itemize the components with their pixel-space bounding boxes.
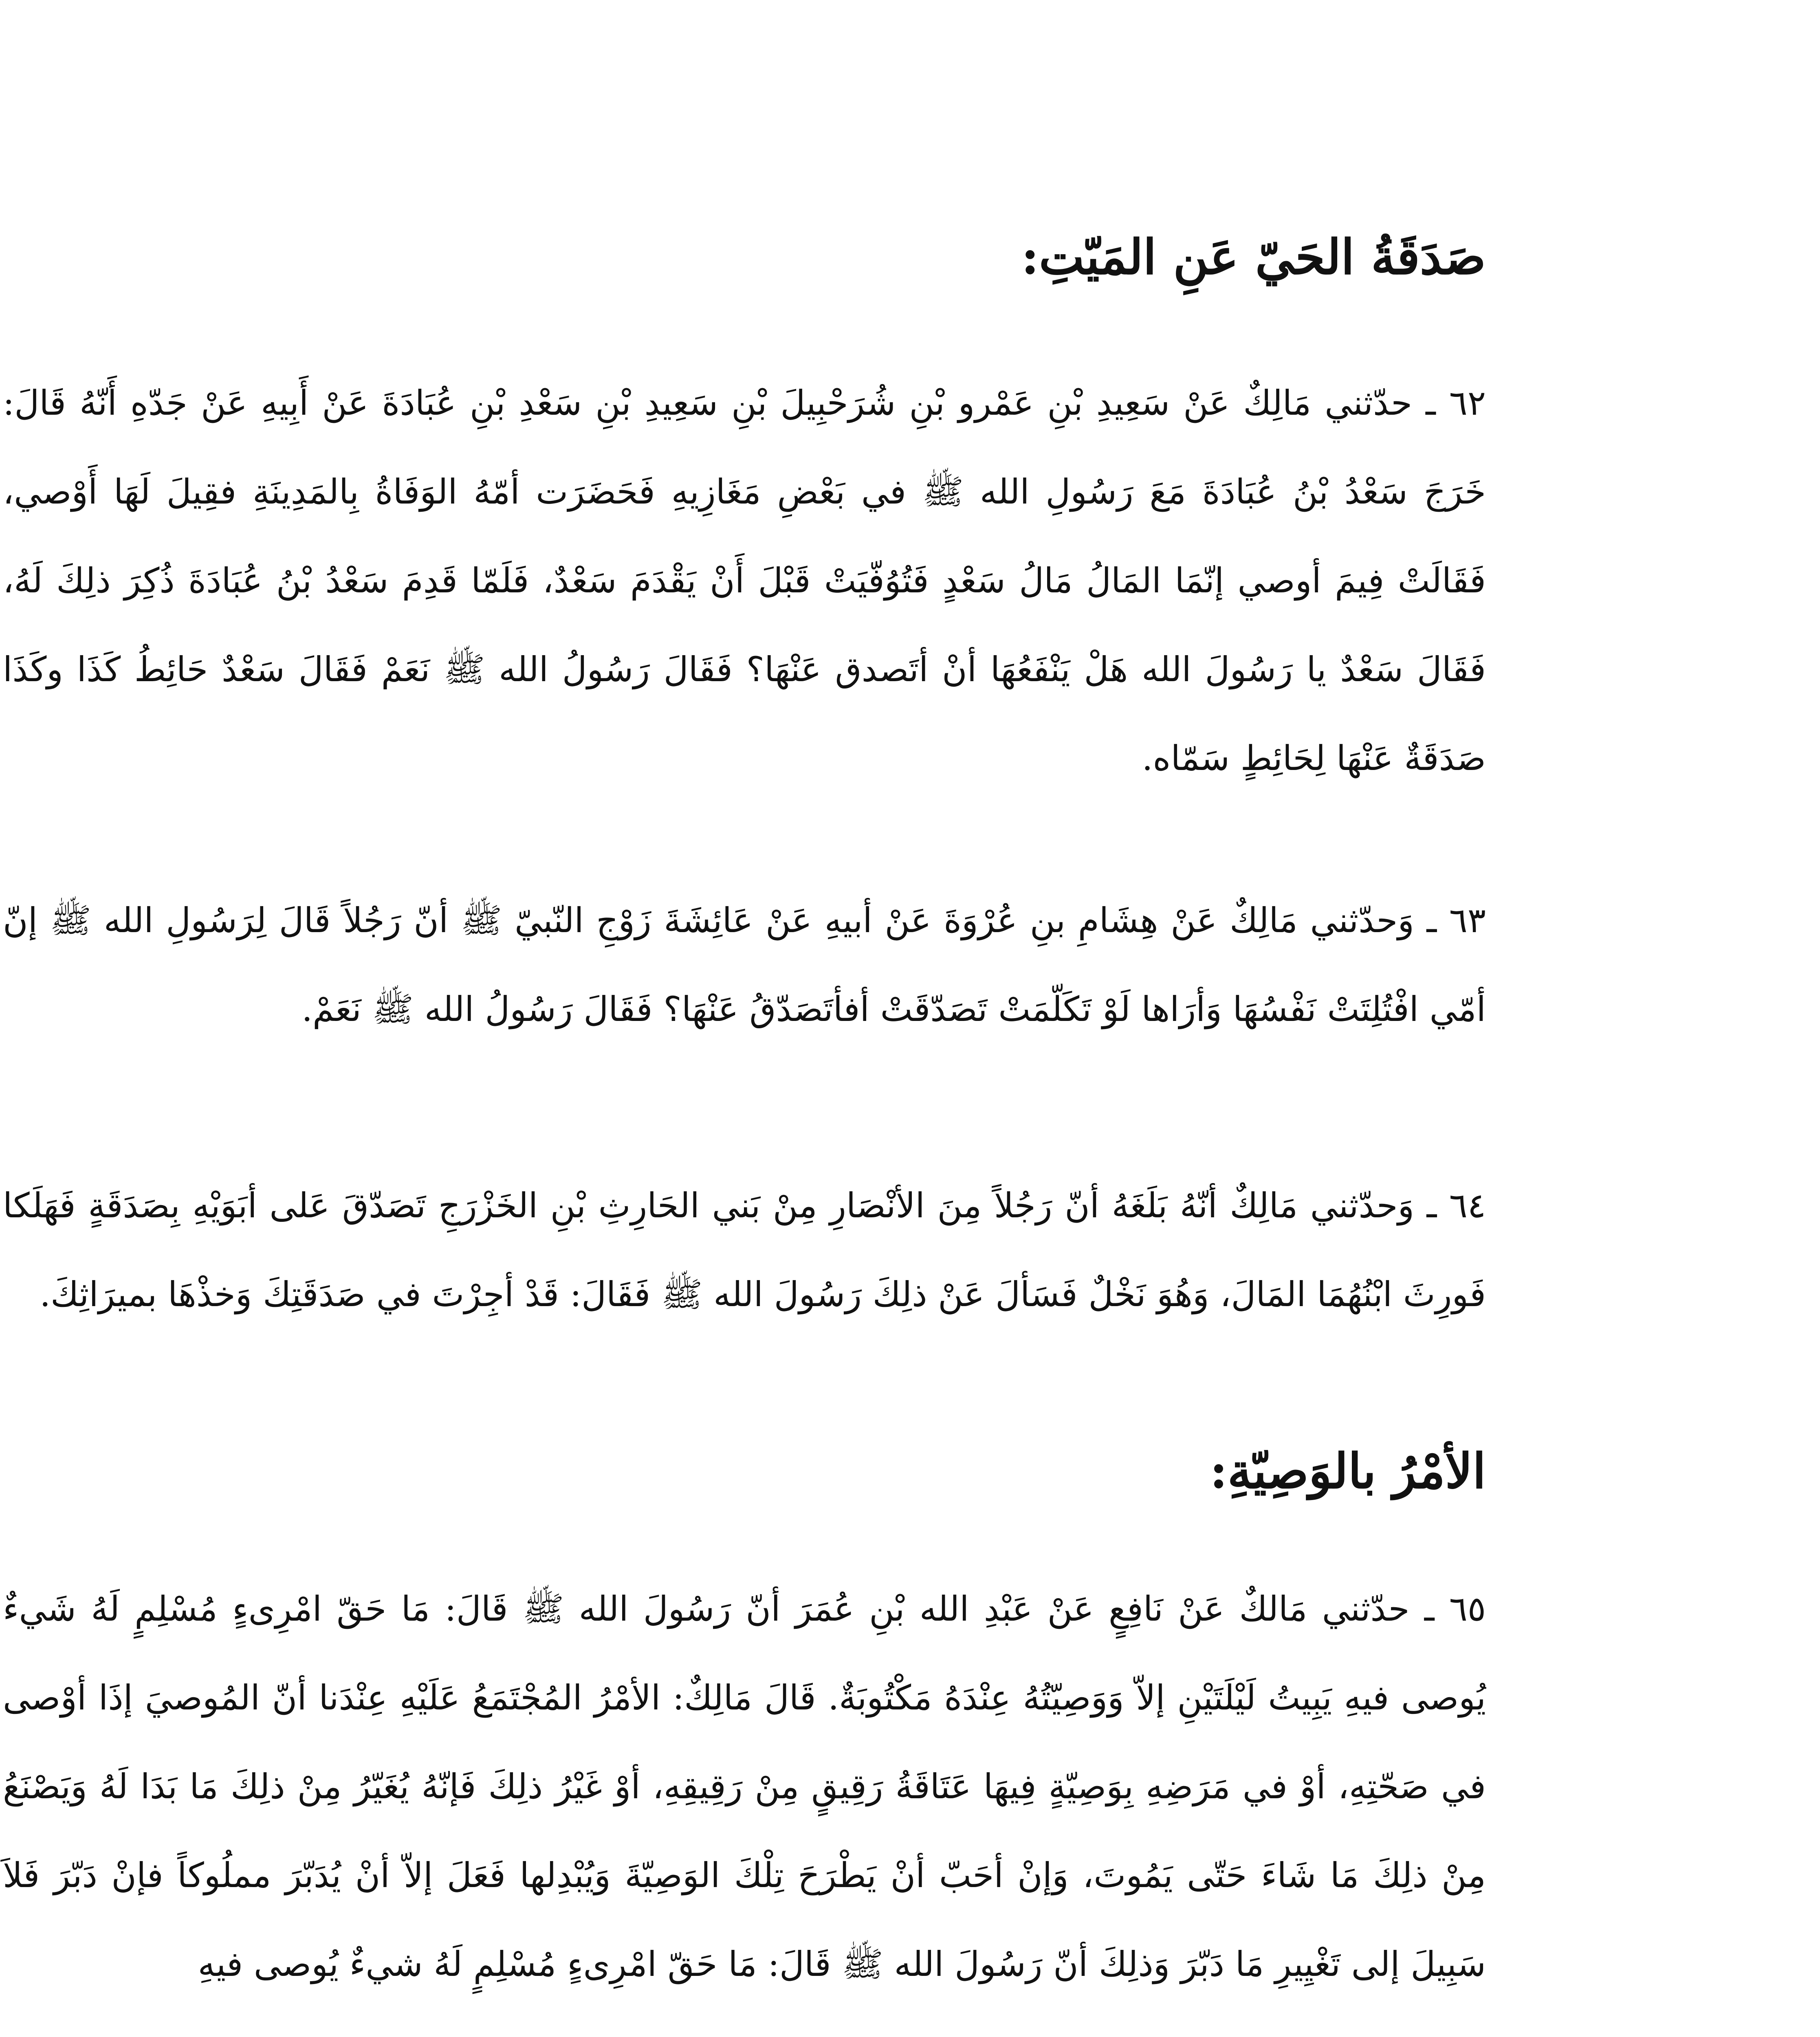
hadith-paragraph: ٦٢ ـ حدّثني مَالِكٌ عَنْ سَعِيدِ بْنِ عَمْرو بْنِ شُرَحْبِيلَ بْنِ سَعِيدِ بْنِ سَعْدِ بْنِ عُبَادَةَ عَنْ أَبِيهِ عَنْ جَدّهِ أَنّهُ قَالَ: خَرَجَ سَعْدُ بْنُ عُبَادَةَ مَعَ رَسُولِ الله ﷺ في بَعْضِ مَغَازِيهِ فَحَضَرَت أمّهُ الوَفَاةُ بِالمَدِينَةِ فقِيلَ لَهَا أَوْصي، فَقَالَتْ فِيمَ أوصي إنّمَا المَالُ مَالُ سَعْدٍ فَتُوُفّيَتْ قَبْلَ أَنْ يَقْدَمَ سَعْدٌ، فَلَمّا قَدِمَ سَعْدُ بْنُ عُبَادَةَ ذُكِرَ ذلِكَ لَهُ، فَقَالَ سَعْدٌ يا رَسُولَ الله هَلْ يَنْفَعُهَا أنْ أتَصدق عَنْهَا؟ فَقَالَ رَسُولُ الله ﷺ نَعَمْ فَقَالَ سَعْدٌ حَائِطُ كَذَا وكَذَا صَدَقَةٌ عَنْهَا لِحَائِطٍ سَمّاه. (3, 383, 1486, 778)
hadith-paragraph: ٦٣ ـ وَحدّثني مَالِكٌ عَنْ هِشَامِ بنِ عُرْوَةَ عَنْ أبيهِ عَنْ عَائِشَةَ زَوْجِ النّبيّ ﷺ أنّ رَجُلاً قَالَ لِرَسُولِ الله ﷺ إنّ أمّي افْتُلِتَتْ نَفْسُهَا وَأرَاها لَوْ تَكَلّمَتْ تَصَدّقَتْ أفأتَصَدّقُ عَنْهَا؟ فَقَالَ رَسُولُ الله ﷺ نَعَمْ. (3, 900, 1486, 1029)
section-heading: الأمْرُ بالوَصِيّةِ: (1210, 1443, 1486, 1499)
hadith-paragraph: ٦٥ ـ حدّثني مَالكٌ عَنْ نَافِعٍ عَنْ عَبْدِ الله بْنِ عُمَرَ أنّ رَسُولَ الله ﷺ قَالَ: مَا حَقّ امْرِىءٍ مُسْلِمٍ لَهُ شَيءٌ يُوصى فيهِ يَبِيتُ لَيْلَتَيْنِ إلاّ وَوَصِيّتُهُ عِنْدَهُ مَكْتُوبَةٌ. قَالَ مَالِكٌ: الأمْرُ المُجْتَمَعُ عَلَيْهِ عِنْدَنا أنّ المُوصيَ إذَا أوْصى في صَحّتِهِ، أوْ في مَرَضِهِ بِوَصِيّةٍ فِيهَا عَتَاقَةُ رَقِيقٍ مِنْ رَقِيقِهِ، أوْ غَيْرُ ذلِكَ فَإنّهُ يُغَيّرُ مِنْ ذلِكَ مَا بَدَا لَهُ وَيَصْنَعُ مِنْ ذلِكَ مَا شَاءَ حَتّى يَمُوتَ، وَإنْ أحَبّ أنْ يَطْرَحَ تِلْكَ الوَصِيّةَ وَيُبْدِلها فَعَلَ إلاّ أنْ يُدَبّرَ مملُوكاً فإنْ دَبّرَ فَلاَ سَبِيلَ إلى تَغْيِيرِ مَا دَبّرَ وَذلِكَ أنّ رَسُولَ الله ﷺ قَالَ: مَا حَقّ امْرِىءٍ مُسْلِمٍ لَهُ شيءٌ يُوصى فيهِ (3, 1589, 1486, 1984)
section-heading: صَدَقَةُ الحَيّ عَنِ المَيّتِ: (1021, 229, 1486, 285)
hadith-paragraph: ٦٤ ـ وَحدّثني مَالِكٌ أنّهُ بَلَغَهُ أنّ رَجُلاً مِنَ الأنْصَارِ مِنْ بَني الحَارِثِ بْنِ الخَزْرَجِ تَصَدّقَ عَلى أبَوَيْهِ بِصَدَقَةٍ فَهَلَكا فَورِثَ ابْنُهُمَا المَالَ، وَهُوَ نَخْلٌ فَسَألَ عَنْ ذلِكَ رَسُولَ الله ﷺ فَقَالَ: قَدْ أجِرْتَ في صَدَقَتِكَ وَخذْهَا بميرَاثِكَ. (3, 1186, 1486, 1314)
